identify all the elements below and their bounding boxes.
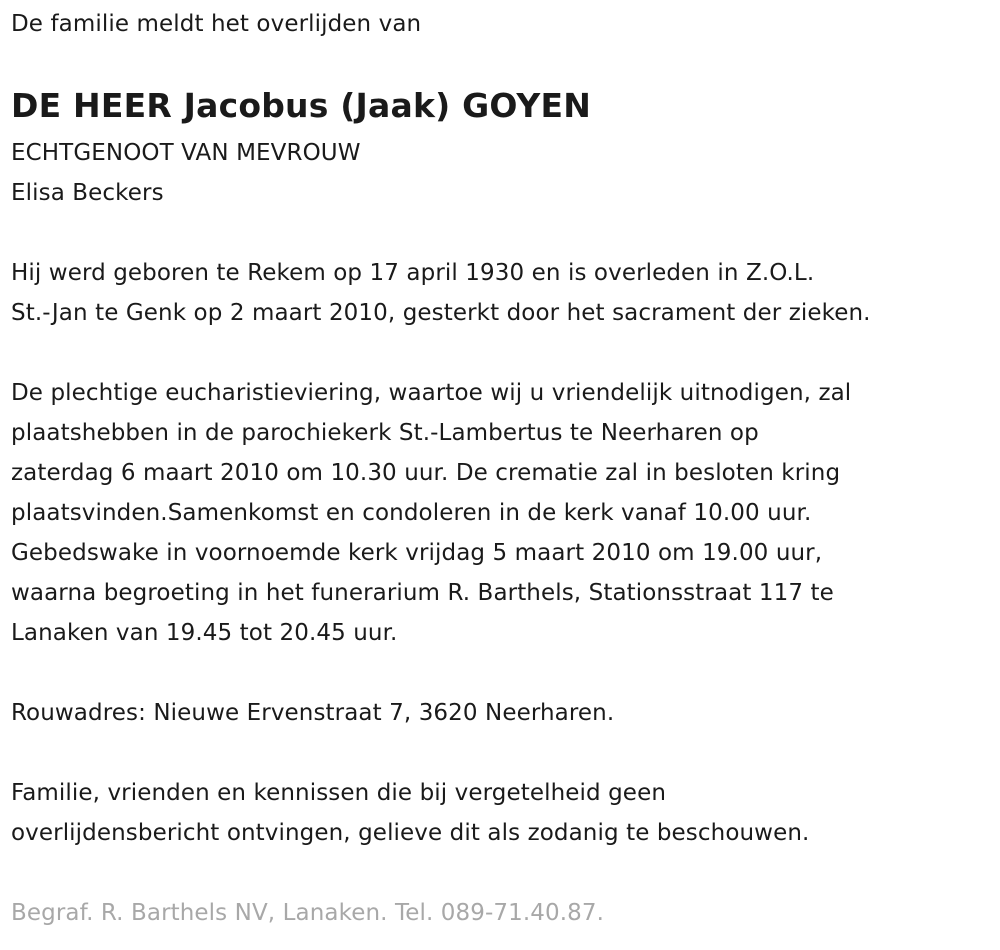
spouse-label: ECHTGENOOT VAN MEVROUW: [11, 140, 361, 166]
ceremony-line: zaterdag 6 maart 2010 om 10.30 uur. De crematie zal in besloten kring: [11, 460, 841, 486]
mourning-address: Rouwadres: Nieuwe Ervenstraat 7, 3620 Neerharen.: [11, 700, 615, 726]
deceased-name: DE HEER Jacobus (Jaak) GOYEN: [11, 86, 592, 125]
notice-line: Familie, vrienden en kennissen die bij vergetelheid geen: [11, 780, 666, 806]
intro-text: De familie meldt het overlijden van: [11, 11, 422, 37]
ceremony-line: Gebedswake in voornoemde kerk vrijdag 5 maart 2010 om 19.00 uur,: [11, 540, 823, 566]
funeral-home-footer: Begraf. R. Barthels NV, Lanaken. Tel. 089-71.40.87.: [11, 900, 604, 926]
ceremony-line: Lanaken van 19.45 tot 20.45 uur.: [11, 620, 398, 646]
notice-line: overlijdensbericht ontvingen, gelieve dit als zodanig te beschouwen.: [11, 820, 810, 846]
ceremony-line: De plechtige eucharistieviering, waartoe wij u vriendelijk uitnodigen, zal: [11, 380, 852, 406]
ceremony-line: waarna begroeting in het funerarium R. Barthels, Stationsstraat 117 te: [11, 580, 834, 606]
ceremony-line: plaatshebben in de parochiekerk St.-Lambertus te Neerharen op: [11, 420, 759, 446]
spouse-name: Elisa Beckers: [11, 180, 164, 206]
birth-death-line: St.-Jan te Genk op 2 maart 2010, gesterkt door het sacrament der zieken.: [11, 300, 871, 326]
ceremony-line: plaatsvinden.Samenkomst en condoleren in de kerk vanaf 10.00 uur.: [11, 500, 812, 526]
birth-death-line: Hij werd geboren te Rekem op 17 april 1930 en is overleden in Z.O.L.: [11, 260, 815, 286]
